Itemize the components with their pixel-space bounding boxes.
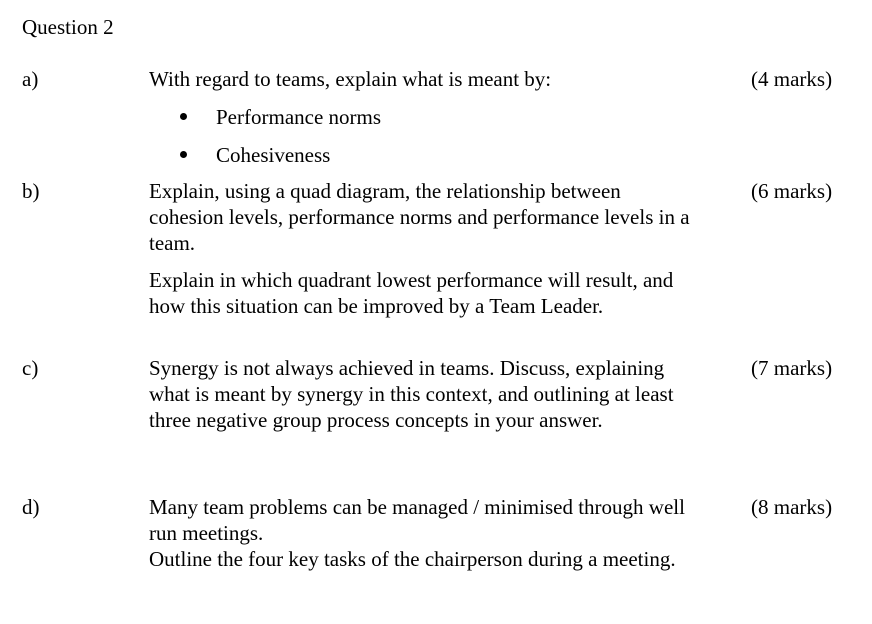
bullet-icon xyxy=(180,113,187,120)
part-d-label: d) xyxy=(22,495,40,519)
part-b-line-3: team. xyxy=(149,231,196,255)
part-c-text xyxy=(149,355,739,433)
part-b2-line-2: how this situation can be improved by a Team Leader. xyxy=(149,294,604,318)
part-d-line-3: Outline the four key tasks of the chairperson during a meeting. xyxy=(149,547,676,571)
part-a-marks: (4 marks) xyxy=(751,67,833,91)
part-a-bullet-text: Performance norms xyxy=(216,105,382,129)
part-d-text xyxy=(149,494,739,572)
part-c-marks: (7 marks) xyxy=(751,356,833,380)
question-title: Question 2 xyxy=(22,15,114,39)
part-c-label: c) xyxy=(22,356,39,380)
part-a-bullet-text: Cohesiveness xyxy=(216,143,331,167)
part-a-label: a) xyxy=(22,67,39,91)
bullet-icon xyxy=(180,151,187,158)
part-d-line-2: run meetings. xyxy=(149,521,264,545)
part-a-line: With regard to teams, explain what is meant by: xyxy=(149,67,552,91)
part-d-line-1: Many team problems can be managed / minimised through well xyxy=(149,495,685,519)
part-c-line-3: three negative group process concepts in your answer. xyxy=(149,408,603,432)
part-b-text-2 xyxy=(149,267,739,319)
part-d-marks: (8 marks) xyxy=(751,495,833,519)
part-b-line-1: Explain, using a quad diagram, the relationship between xyxy=(149,179,621,203)
part-b2-line-1: Explain in which quadrant lowest performance will result, and xyxy=(149,268,674,292)
part-c-line-2: what is meant by synergy in this context, and outlining at least xyxy=(149,382,674,406)
part-b-marks: (6 marks) xyxy=(751,179,833,203)
part-a-text xyxy=(149,66,739,92)
part-b-line-2: cohesion levels, performance norms and performance levels in a xyxy=(149,205,690,229)
part-b-label: b) xyxy=(22,179,40,203)
part-b-text xyxy=(149,178,739,256)
part-c-line-1: Synergy is not always achieved in teams. Discuss, explaining xyxy=(149,356,665,380)
